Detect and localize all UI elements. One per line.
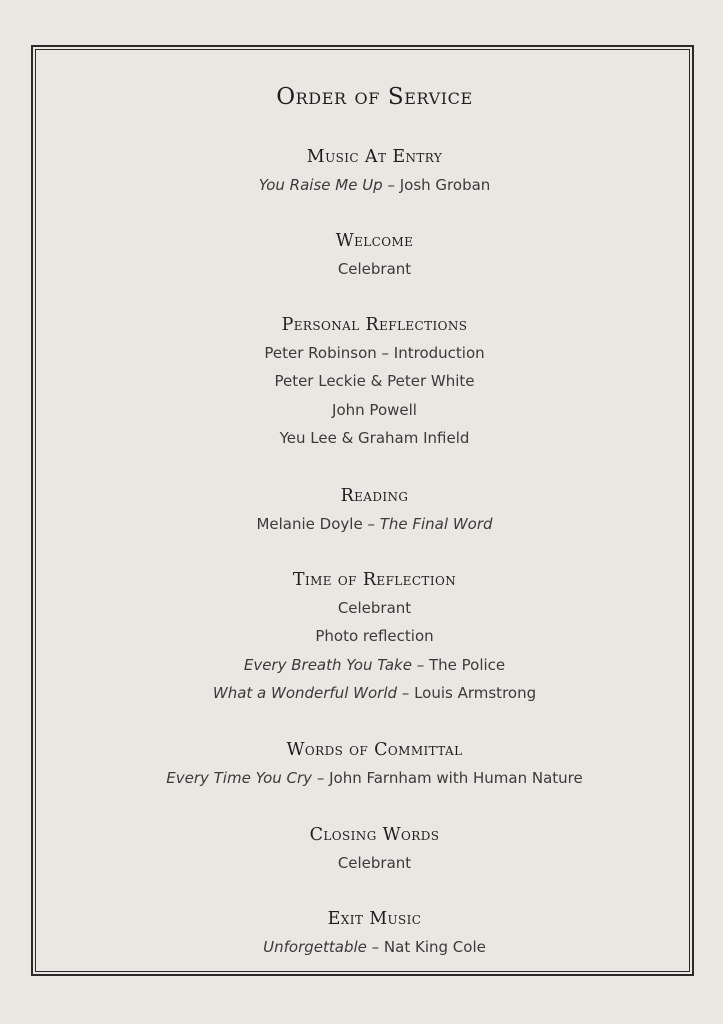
service-item [36, 764, 713, 792]
service-item [36, 510, 713, 538]
service-item [36, 622, 713, 650]
section-heading: Words of Committal [286, 740, 463, 760]
item-text: – Louis Armstrong [397, 684, 537, 703]
section-time-of-reflection [36, 566, 713, 708]
item-text: Celebrant [337, 260, 412, 278]
section-welcome [36, 227, 713, 283]
item-text: John Powell [332, 400, 417, 419]
service-item [36, 424, 713, 452]
section-heading: Exit Music [327, 909, 422, 929]
item-text: – Josh Groban [382, 176, 491, 194]
song-title: Every Breath You Take [243, 655, 412, 674]
item-text: Photo reflection [315, 627, 434, 646]
section-music-at-entry [36, 143, 713, 199]
section-reading [36, 482, 713, 538]
service-item [36, 339, 713, 367]
song-title: You Raise Me Up [258, 176, 383, 194]
service-item [36, 679, 713, 707]
item-text: Celebrant [337, 854, 412, 872]
service-item [36, 594, 713, 622]
section-heading: Reading [340, 486, 409, 506]
service-item [36, 367, 713, 395]
item-text: Melanie Doyle – [256, 515, 380, 533]
item-text: – The Police [411, 655, 506, 674]
section-words-of-committal [36, 736, 713, 792]
song-title: Every Time You Cry [166, 769, 313, 787]
service-item [36, 171, 713, 199]
item-text: Peter Leckie & Peter White [274, 372, 475, 391]
service-item [36, 255, 713, 283]
item-text: – John Farnham with Human Nature [312, 769, 583, 787]
section-exit-music [36, 905, 713, 961]
song-title: What a Wonderful World [212, 684, 398, 703]
item-text: – Nat King Cole [366, 938, 486, 956]
service-item [36, 396, 713, 424]
section-heading: Personal Reflections [281, 315, 468, 335]
section-closing-words [36, 821, 713, 877]
section-heading: Closing Words [309, 825, 440, 845]
item-text: Yeu Lee & Graham Infield [279, 429, 470, 448]
service-item [36, 849, 713, 877]
item-text: Peter Robinson – Introduction [264, 344, 485, 362]
section-heading: Welcome [335, 231, 414, 251]
service-item [36, 933, 713, 961]
reading-title: The Final Word [379, 515, 493, 533]
section-heading: Music At Entry [306, 147, 443, 167]
section-heading: Time of Reflection [292, 570, 457, 590]
song-title: Unforgettable [263, 938, 367, 956]
page-title: Order of Service [276, 84, 473, 110]
item-text: Celebrant [337, 599, 412, 617]
service-item [36, 651, 713, 679]
section-personal-reflections [36, 311, 713, 453]
